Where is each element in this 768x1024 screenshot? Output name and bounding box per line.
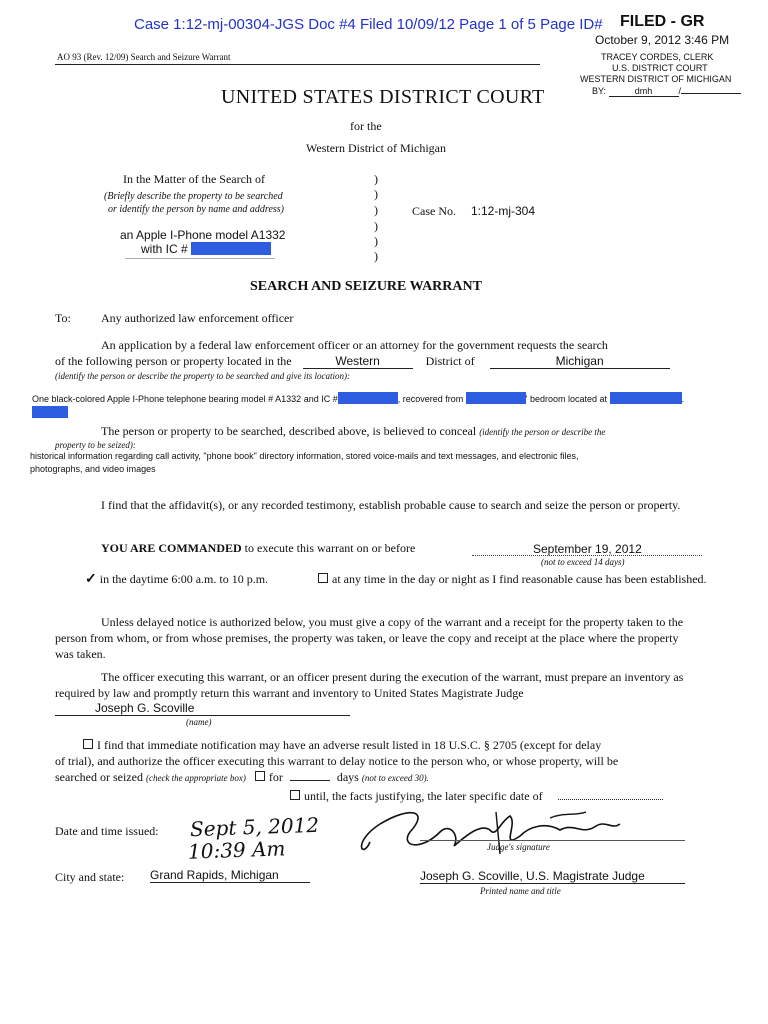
printed-name: Joseph G. Scoville, U.S. Magistrate Judge: [420, 869, 685, 884]
caption-property-1: an Apple I-Phone model A1332: [120, 228, 286, 242]
checkbox-icon: [318, 573, 328, 583]
days-label: days: [336, 770, 359, 784]
delay-line-1: [83, 738, 601, 753]
conceal-note: (identify the person or describe the: [479, 427, 606, 437]
check-box-note: (check the appropriate box): [145, 773, 246, 783]
warrant-heading: SEARCH AND SEIZURE WARRANT: [250, 279, 482, 294]
to-value: Any authorized law enforcement officer: [101, 311, 294, 325]
caption-paren-6: ): [374, 249, 378, 263]
judge-name: Joseph G. Scoville: [55, 701, 350, 716]
conceal-text: The person or property to be searched, described above, is believed to conceal: [101, 424, 477, 438]
district-fill: Western: [303, 354, 413, 369]
court-small: U.S. DISTRICT COURT: [612, 63, 708, 73]
property-desc-1: One black-colored Apple I-Phone telephone bearing model # A1332 and IC #: [32, 394, 338, 404]
by-label: BY:: [592, 86, 607, 96]
conceal-note-2: property to be seized):: [55, 440, 136, 450]
judge-signature-note: Judge's signature: [487, 842, 550, 852]
city-state-line: [150, 868, 310, 883]
case-no-label: Case No.: [412, 204, 456, 218]
form-id: AO 93 (Rev. 12/09) Search and Seizure Warrant: [57, 52, 231, 62]
court-title: UNITED STATES DISTRICT COURT: [221, 86, 545, 108]
for-label: for: [268, 770, 283, 784]
until-text: until, the facts justifying, the later specific date of: [304, 789, 543, 803]
caption-paren-2: ): [374, 187, 378, 201]
court-district: Western District of Michigan: [306, 141, 446, 155]
caption-describe-2: or identify the person by name and address): [108, 204, 284, 215]
state-fill: Michigan: [490, 354, 670, 369]
judge-signature: [350, 802, 640, 864]
delay-line-2: of trial), and authorize the officer executing this warrant to delay notice to the person who, or whose property, will be: [55, 754, 619, 768]
name-note: (name): [186, 717, 212, 727]
city-state-value: Grand Rapids, Michigan: [150, 868, 310, 883]
seized-line-2: photographs, and video images: [30, 464, 156, 474]
clerk-by-line: [592, 86, 741, 97]
judge-name-line: [55, 701, 350, 716]
form-rule: [55, 64, 540, 65]
property-description: [32, 392, 684, 404]
district-of-label: District of: [425, 354, 475, 368]
daytime-option[interactable]: [85, 571, 268, 588]
commanded-rest: to execute this warrant on or before: [244, 541, 416, 555]
not-exceed-14: (not to exceed 14 days): [541, 557, 625, 567]
city-state-label: City and state:: [55, 870, 125, 884]
date-issued-label: Date and time issued:: [55, 824, 159, 838]
caption-paren-4: ): [374, 219, 378, 233]
filed-date: October 9, 2012 3:46 PM: [595, 33, 730, 47]
caption-property-2: [141, 242, 271, 256]
conceal-line: [101, 424, 605, 439]
property-desc-3: ' bedroom located at: [525, 394, 608, 404]
caption-matter: In the Matter of the Search of: [123, 172, 265, 186]
caption-paren-3: ): [374, 203, 378, 217]
signature-rule: [420, 840, 685, 841]
delayed-notice-text: Unless delayed notice is authorized below, you must give a copy of the warrant and a receipt for the property taken to the person from whom, or from whose premises, the property was taken, or leave the copy and receipt at the place where the property was taken.: [55, 615, 684, 661]
redaction: [32, 406, 68, 418]
district-small: WESTERN DISTRICT OF MICHIGAN: [580, 74, 732, 84]
to-label: To:: [55, 311, 71, 325]
property-desc-4: .: [681, 394, 685, 404]
commanded-bold: YOU ARE COMMANDED: [101, 541, 242, 555]
checkbox-icon[interactable]: [83, 739, 93, 749]
by-initials: dmh: [609, 86, 679, 97]
caption-describe-1: (Briefly describe the property to be searched: [104, 191, 283, 202]
checkbox-icon[interactable]: [255, 771, 265, 781]
delay-text-1: I find that immediate notification may have an adverse result listed in 18 U.S.C. § 2705 (except for delay: [97, 738, 602, 752]
identify-note: (identify the person or describe the property to be searched and give its location):: [55, 371, 351, 381]
filed-label: FILED - GR: [620, 13, 705, 30]
inventory-text: The officer executing this warrant, or an officer present during the execution of the warrant, must prepare an inventory as required by law and promptly return this warrant and inventory to United States Magistrate Judge: [55, 670, 684, 700]
delay-text-3: searched or seized: [55, 770, 143, 784]
application-line-1: An application by a federal law enforcement officer or an attorney for the government requests the search: [101, 338, 608, 352]
application-located: of the following person or property located in the: [55, 354, 292, 368]
redaction: [338, 392, 398, 404]
checkbox-icon[interactable]: [290, 790, 300, 800]
caption-paren-1: ): [374, 172, 378, 186]
caption-underline: [125, 258, 275, 259]
seized-line-1: historical information regarding call activity, "phone book" directory information, stored voice-mails and text messages, and electronic files,: [30, 451, 579, 461]
property-desc-2: , recovered from: [397, 394, 464, 404]
caption-paren-5: ): [374, 234, 378, 248]
by-slash: /: [678, 86, 682, 96]
checked-box-icon: ✓: [85, 572, 97, 587]
date-issued-handwritten: Sept 5, 2012: [189, 812, 320, 842]
affidavit-text: I find that the affidavit(s), or any recorded testimony, establish probable cause to search and seize the person or property.: [101, 498, 681, 512]
time-issued-handwritten: 10:39 Am: [187, 836, 286, 864]
not-exceed-30: (not to exceed 30).: [361, 773, 429, 783]
caption-ic-label: with IC #: [141, 242, 188, 256]
application-line-2: [55, 354, 670, 369]
redaction: [610, 392, 682, 404]
redaction: [466, 392, 526, 404]
printed-name-line: [420, 869, 685, 884]
court-for: for the: [350, 119, 382, 133]
commanded-date: September 19, 2012: [533, 542, 642, 556]
anytime-option[interactable]: [318, 571, 714, 587]
anytime-label: at any time in the day or night as I find reasonable cause has been established.: [332, 572, 707, 586]
commanded-line: [101, 541, 415, 556]
printed-name-note: Printed name and title: [480, 886, 561, 896]
redaction: [191, 242, 271, 255]
clerk-name: TRACEY CORDES, CLERK: [601, 52, 714, 62]
case-stamp-line: Case 1:12-mj-00304-JGS Doc #4 Filed 10/09/12 Page 1 of 5 Page ID#: [134, 16, 603, 33]
delay-line-3: [55, 770, 429, 785]
daytime-label: in the daytime 6:00 a.m. to 10 p.m.: [99, 572, 269, 586]
case-no-value: 1:12-mj-304: [471, 204, 536, 218]
